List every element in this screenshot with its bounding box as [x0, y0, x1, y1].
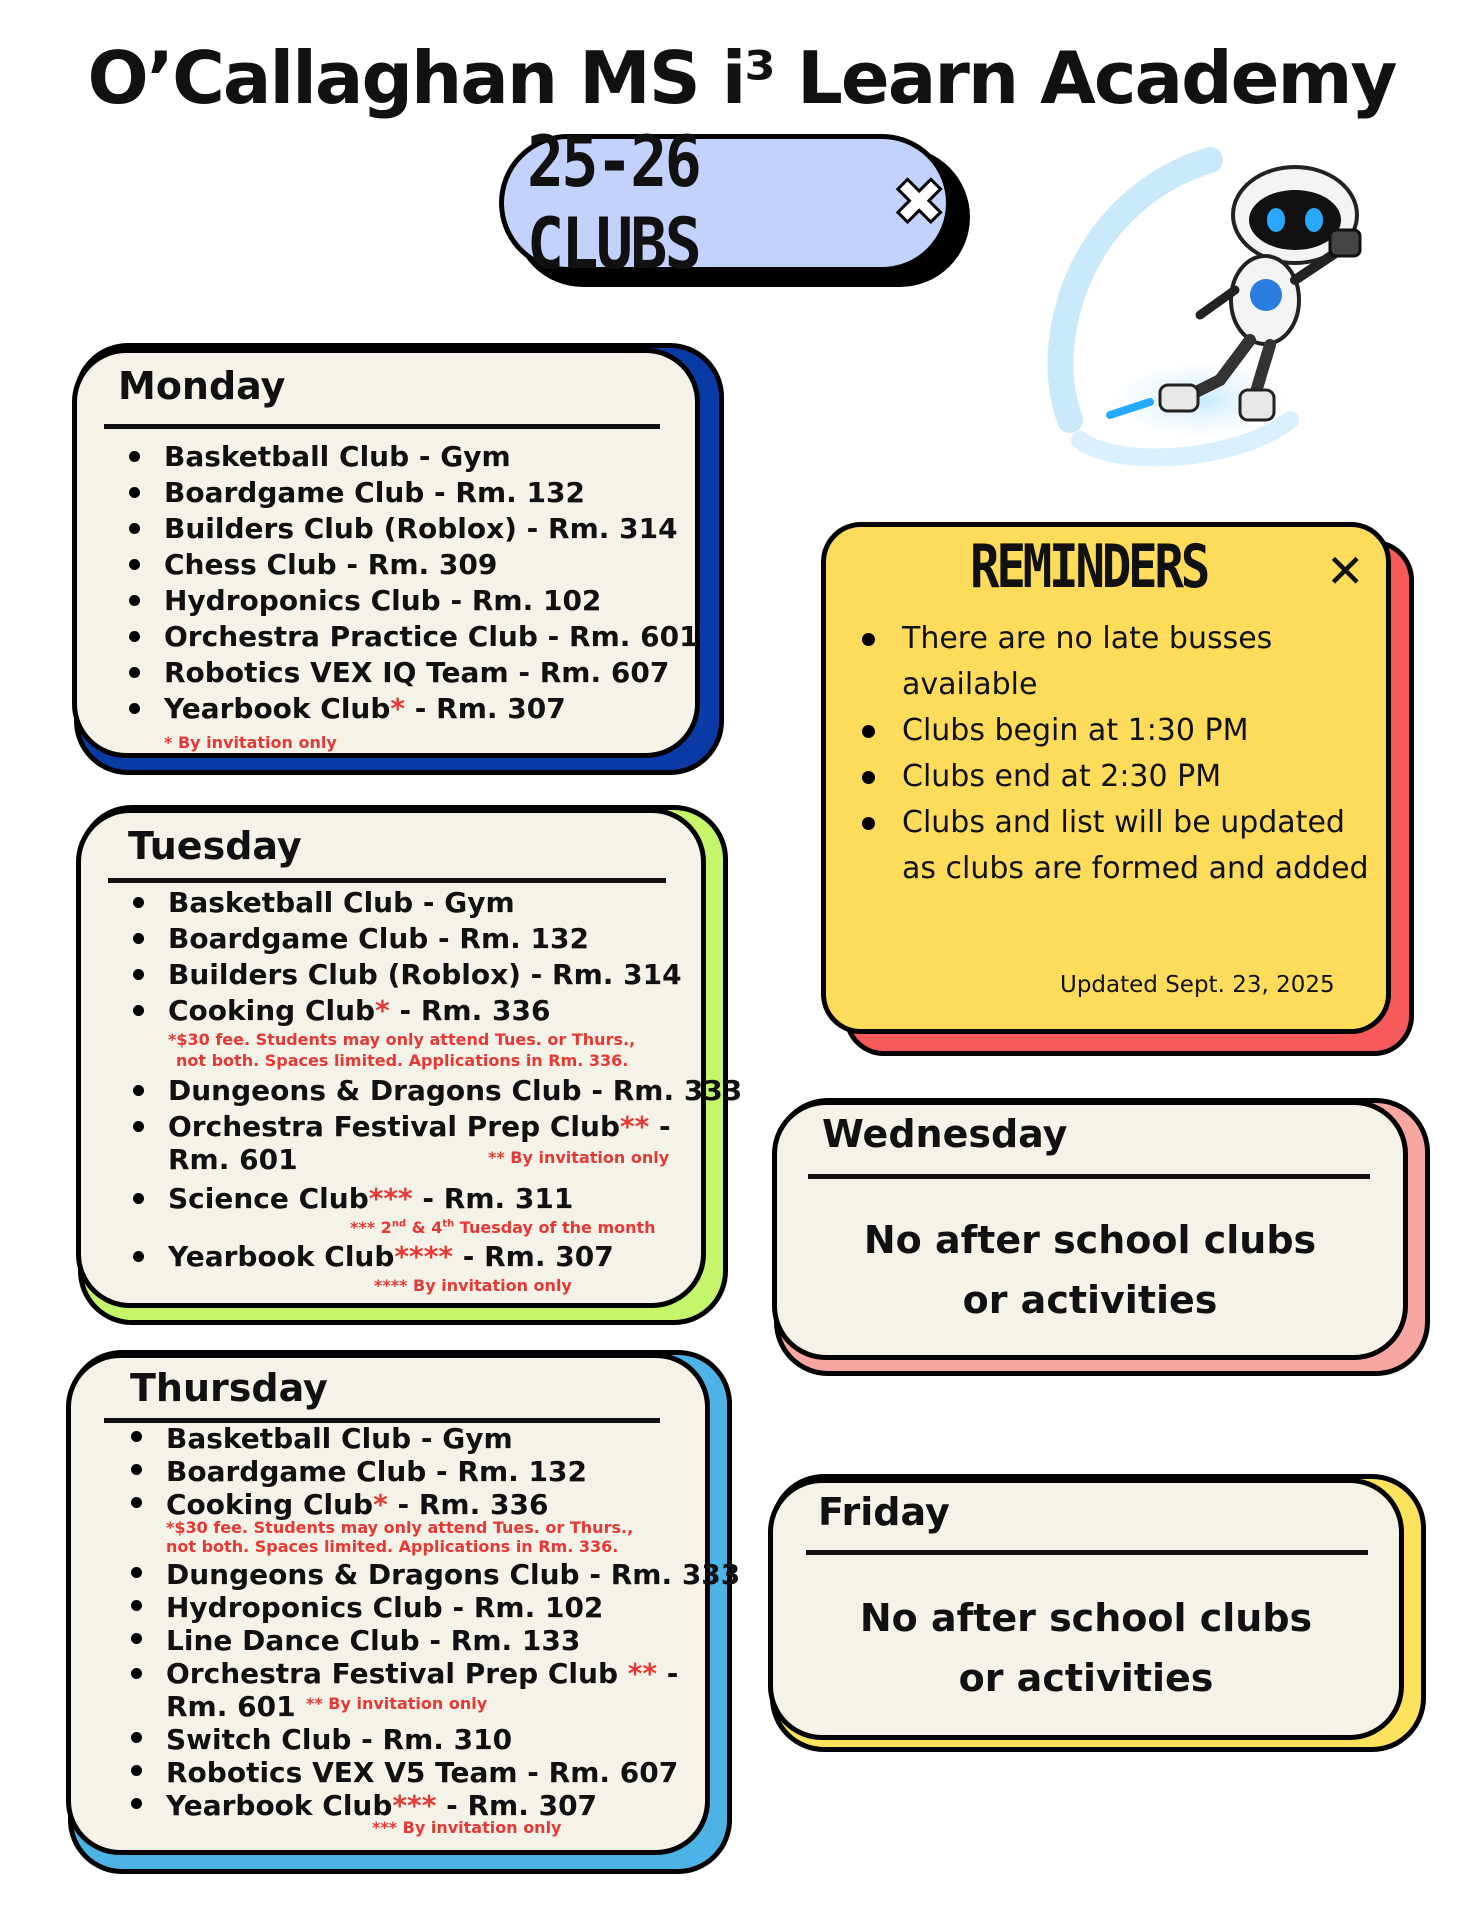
clubs-badge: [499, 121, 951, 285]
badge-label: 25-26 CLUBS: [526, 121, 700, 285]
list-item: Orchestra Festival Prep Club** - Rm. 601: [168, 1110, 742, 1182]
list-item: Yearbook Club*** - Rm. 307: [166, 1789, 740, 1822]
list-item: Cooking Club* - Rm. 336: [168, 994, 742, 1074]
close-icon: ✕: [1326, 544, 1365, 598]
list-item: Boardgame Club - Rm. 132: [164, 476, 699, 512]
list-item: There are no late busses available: [902, 616, 1369, 708]
tuesday-cooking-note-line1: *$30 fee. Students may only attend Tues. or Thurs.,: [168, 1030, 636, 1049]
monday-title: Monday: [118, 364, 286, 408]
thursday-orchestra-note: ** By invitation only: [306, 1694, 488, 1713]
list-item: Yearbook Club**** - Rm. 307: [168, 1240, 742, 1276]
list-item: Dungeons & Dragons Club - Rm. 333: [168, 1074, 742, 1110]
page-title: O’Callaghan MS i³ Learn Academy: [87, 36, 1396, 120]
monday-divider: [104, 424, 660, 429]
tuesday-orchestra-note: ** By invitation only: [488, 1148, 670, 1167]
list-item: Basketball Club - Gym: [164, 440, 699, 476]
list-item: Builders Club (Roblox) - Rm. 314: [168, 958, 742, 994]
list-item: Clubs end at 2:30 PM: [902, 754, 1369, 800]
thursday-title: Thursday: [130, 1366, 328, 1410]
wednesday-divider: [808, 1174, 1370, 1179]
thursday-cooking-note-line2: not both. Spaces limited. Applications in Rm. 336.: [166, 1537, 619, 1556]
monday-club-list: [164, 440, 699, 728]
list-item: Robotics VEX V5 Team - Rm. 607: [166, 1756, 740, 1789]
tuesday-science-note: *** 2nd & 4th Tuesday of the month: [350, 1218, 656, 1237]
list-item: Boardgame Club - Rm. 132: [168, 922, 742, 958]
list-item: Orchestra Practice Club - Rm. 601: [164, 620, 699, 656]
list-item: Dungeons & Dragons Club - Rm. 333: [166, 1558, 740, 1591]
list-item: Basketball Club - Gym: [168, 886, 742, 922]
tuesday-title: Tuesday: [128, 824, 302, 868]
wednesday-message: No after school clubs or activities: [863, 1218, 1317, 1322]
reminders-list: [902, 616, 1369, 892]
reminders-title: REMINDERS: [970, 532, 1208, 602]
list-item: Orchestra Festival Prep Club ** - Rm. 601: [166, 1657, 740, 1723]
thursday-club-list: [166, 1422, 740, 1822]
list-item: Clubs begin at 1:30 PM: [902, 708, 1369, 754]
list-item: Boardgame Club - Rm. 132: [166, 1455, 740, 1488]
close-x-icon: ✖: [892, 166, 946, 240]
list-item: Builders Club (Roblox) - Rm. 314: [164, 512, 699, 548]
robot-mascot-icon: [1040, 140, 1400, 470]
friday-divider: [806, 1550, 1368, 1555]
list-item: Switch Club - Rm. 310: [166, 1723, 740, 1756]
updated-date: Updated Sept. 23, 2025: [1060, 972, 1335, 998]
list-item: Basketball Club - Gym: [166, 1422, 740, 1455]
list-item: Chess Club - Rm. 309: [164, 548, 699, 584]
list-item: Clubs and list will be updated as clubs are formed and added: [902, 800, 1369, 892]
list-item: Line Dance Club - Rm. 133: [166, 1624, 740, 1657]
tuesday-cooking-note-line2: not both. Spaces limited. Applications in Rm. 336.: [176, 1051, 629, 1070]
tuesday-yearbook-note: **** By invitation only: [374, 1276, 572, 1295]
list-item: Cooking Club* - Rm. 336: [166, 1488, 740, 1558]
wednesday-title: Wednesday: [822, 1112, 1068, 1156]
tuesday-divider: [108, 878, 666, 883]
friday-message: No after school clubs or activities: [859, 1596, 1313, 1700]
list-item: Science Club*** - Rm. 311: [168, 1182, 742, 1240]
list-item: Hydroponics Club - Rm. 102: [166, 1591, 740, 1624]
thursday-cooking-note-line1: *$30 fee. Students may only attend Tues. or Thurs.,: [166, 1518, 634, 1537]
list-item: Robotics VEX IQ Team - Rm. 607: [164, 656, 699, 692]
monday-yearbook-note: * By invitation only: [164, 733, 337, 752]
list-item: Yearbook Club* - Rm. 307: [164, 692, 699, 728]
friday-title: Friday: [818, 1490, 950, 1534]
thursday-yearbook-note: *** By invitation only: [372, 1818, 562, 1837]
list-item: Hydroponics Club - Rm. 102: [164, 584, 699, 620]
